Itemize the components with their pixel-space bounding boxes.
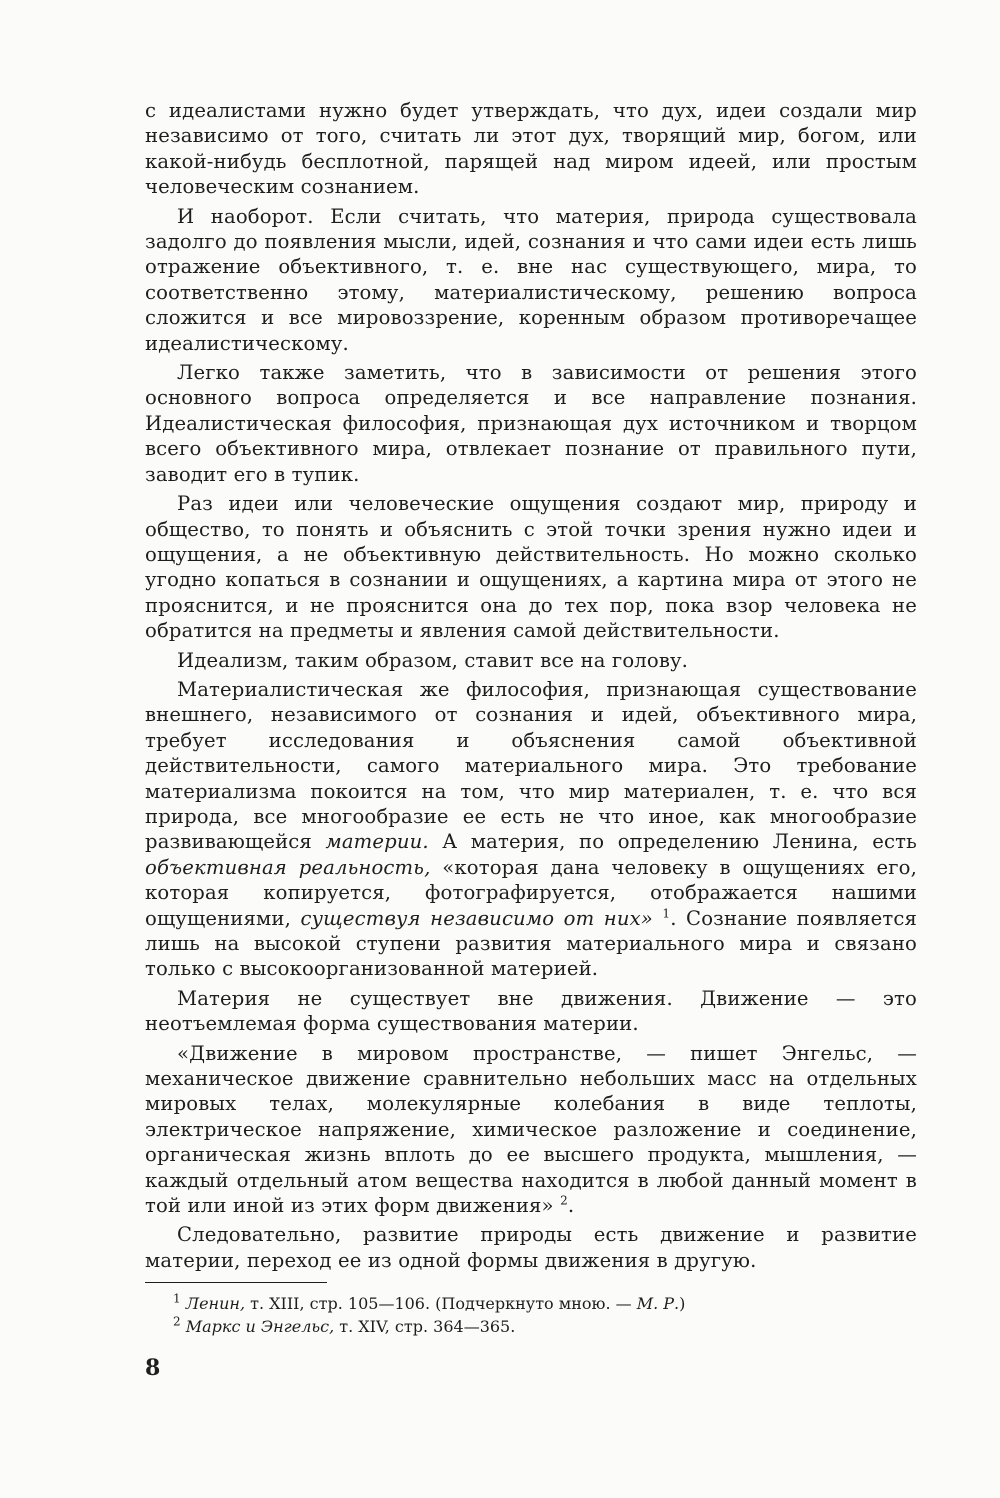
footnote-mark-2: 2 bbox=[173, 1314, 181, 1329]
main-text bbox=[145, 98, 917, 1273]
footnote-ref-2: 2 bbox=[560, 1193, 568, 1208]
paragraph-4: Раз идеи или человеческие ощущения создают мир, природу и общество, то понять и объяснить с этой точки зрения нужно идеи и ощущения, а не объективную действительность. Но можно сколько угодно копаться в сознании и ощущениях, а картина мира от этого не прояснится, и не прояснится она до тех пор, пока взор человека не обратится на предметы и явления самой действительности. bbox=[145, 492, 917, 643]
paragraph-5: Идеализм, таким образом, ставит все на голову. bbox=[177, 648, 689, 672]
footnote-1-author: Ленин, bbox=[185, 1294, 246, 1313]
materialism-italic-3: существуя независимо от них» bbox=[300, 906, 653, 930]
footnote-1-text: т. XIII, стр. 105—106. (Подчеркнуто мною. — bbox=[250, 1294, 632, 1313]
materialism-text-2: А материя, по определению Ленина, есть bbox=[442, 830, 917, 854]
paragraph-3: Легко также заметить, что в зависимости от решения этого основного вопроса определяется и все направление познания. Идеалистическая философия, признающая дух источником и творцом всего объективного мира, отвлекает познание от правильного пути, заводит его в тупик. bbox=[145, 361, 917, 486]
footnote-1 bbox=[145, 1292, 917, 1315]
footnotes bbox=[145, 1292, 917, 1338]
paragraph-2: И наоборот. Если считать, что материя, природа существовала задолго до появления мысли, идей, сознания и что сами идеи есть лишь отражение объективного, т. е. вне нас существующего, мира, то соответственно этому, материалистическому, решению вопроса сложится и все мировоззрение, коренным образом противоречащее идеалистическому. bbox=[145, 204, 917, 355]
footnote-2 bbox=[145, 1315, 917, 1338]
footnote-mark-1: 1 bbox=[173, 1291, 181, 1306]
materialism-text-1: Материалистическая же философия, признающая существование внешнего, независимого от сознания и идей, объективного мира, требует исследования и объяснения самой объективной действительности, самого материального мира. Это требование материализма покоится на том, что мир материален, т. е. что вся природа, все многообразие ее есть не что иное, как многообразие развивающейся bbox=[145, 677, 917, 854]
materialism-text-4: . Сознание появляется лишь на высокой ступени развития материального мира и связано только с высокоорганизованной материей. bbox=[145, 906, 917, 981]
paragraph-materialism bbox=[145, 677, 917, 982]
footnote-2-text: т. XIV, стр. 364—365. bbox=[339, 1317, 516, 1336]
materialism-italic-2: объективная реальность, bbox=[145, 855, 431, 879]
footnote-1-close: ) bbox=[679, 1294, 686, 1313]
paragraph-engels-quote bbox=[145, 1041, 917, 1219]
engels-quote-text: «Движение в мировом пространстве, — пишет Энгельс, — механическое движение сравнительно небольших масс на отдельных мировых телах, молекулярные колебания в виде теплоты, электрическое напряжение, химическое разложение и соединение, органическая жизнь вплоть до ее высшего продукта, мышления, — каждый отдельный атом вещества находится в любой данный момент в той или иной из этих форм движения» bbox=[145, 1041, 917, 1218]
paragraph-1: с идеалистами нужно будет утверждать, что дух, идеи создали мир независимо от того, считать ли этот дух, творящий мир, богом, или какой-нибудь бесплотной, парящей над миром идеей, или простым человеческим сознанием. bbox=[145, 99, 917, 199]
page-number: 8 bbox=[145, 1355, 161, 1381]
footnote-divider bbox=[145, 1282, 327, 1283]
footnote-1-initials: М. Р. bbox=[636, 1294, 680, 1313]
paragraph-final: Следовательно, развитие природы есть движение и развитие материи, переход ее из одной формы движения в другую. bbox=[145, 1223, 917, 1272]
footnote-2-author: Маркс и Энгельс, bbox=[185, 1317, 335, 1336]
materialism-text-3: «которая дана человеку в ощущениях его, которая копируется, фотографируется, отображается нашими ощущениями, bbox=[145, 855, 917, 930]
footnote-ref-1: 1 bbox=[662, 906, 671, 921]
materialism-italic-1: материи. bbox=[325, 830, 429, 854]
engels-quote-end: . bbox=[567, 1194, 575, 1218]
paragraph-motion: Материя не существует вне движения. Движение — это неотъемлемая форма существования материи. bbox=[145, 986, 917, 1036]
